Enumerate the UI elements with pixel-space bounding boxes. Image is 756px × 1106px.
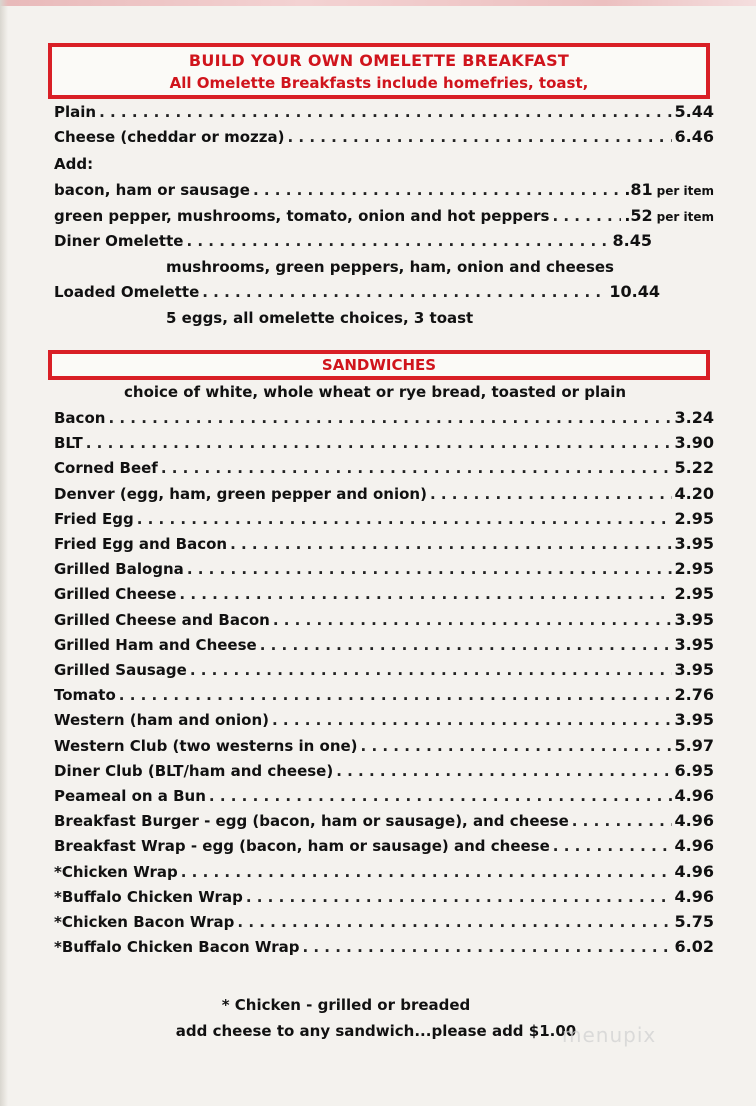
leader-dots xyxy=(572,809,672,833)
item-name: Western (ham and onion) xyxy=(54,711,269,730)
item-name: Denver (egg, ham, green pepper and onion) xyxy=(54,484,427,503)
add-label: Add: xyxy=(54,155,94,173)
item-name: bacon, ham or sausage xyxy=(54,181,250,199)
item-name: Fried Egg xyxy=(54,509,134,528)
menu-item-row xyxy=(54,860,714,884)
item-name: Fried Egg and Bacon xyxy=(54,535,228,553)
menu-addon-row xyxy=(54,178,714,202)
leader-dots xyxy=(86,431,672,455)
item-name: Grilled Sausage xyxy=(54,661,187,679)
menu-item-row xyxy=(54,582,714,606)
sandwiches-title: SANDWICHES xyxy=(321,356,437,374)
item-name: Loaded Omelette xyxy=(54,283,200,301)
item-price: 4.96 xyxy=(674,836,714,856)
menu-item-row xyxy=(54,482,714,506)
menu-item-row xyxy=(54,532,714,556)
leader-dots xyxy=(260,633,672,657)
item-name: Diner Omelette xyxy=(54,232,184,250)
leader-dots xyxy=(553,834,672,858)
item-name: Peameal on a Bun xyxy=(54,787,206,805)
item-name: Grilled Balogna xyxy=(54,560,184,579)
item-name: green pepper, mushrooms, tomato, onion and hot peppers xyxy=(54,207,550,225)
chicken-note: * Chicken - grilled or breaded xyxy=(221,996,471,1014)
menu-item-row xyxy=(54,935,714,959)
item-description: mushrooms, green peppers, ham, onion and cheeses xyxy=(166,258,614,276)
leader-dots xyxy=(99,100,671,124)
item-price: 3.95 xyxy=(674,710,714,730)
item-name: Grilled Cheese xyxy=(54,585,177,604)
leader-dots xyxy=(336,759,671,783)
item-price: 10.44 xyxy=(609,282,660,301)
leader-dots xyxy=(190,658,672,682)
sandwiches-subtitle: choice of white, whole wheat or rye bread, toasted or plain xyxy=(124,383,627,401)
item-price: .52 xyxy=(624,206,653,225)
menu-item-row xyxy=(54,784,714,808)
item-description: 5 eggs, all omelette choices, 3 toast xyxy=(166,309,474,327)
item-price: 2.95 xyxy=(674,584,714,604)
leader-dots xyxy=(230,532,671,556)
menu-item-row xyxy=(54,557,714,581)
item-price: 3.95 xyxy=(674,534,714,553)
leader-dots xyxy=(202,280,606,304)
item-name: Western Club (two westerns in one) xyxy=(54,736,358,755)
leader-dots xyxy=(181,860,672,884)
menu-item-row xyxy=(54,759,714,783)
menu-item-row xyxy=(54,683,714,707)
leader-dots xyxy=(361,734,672,758)
item-price: 2.95 xyxy=(674,508,714,528)
menu-item-row xyxy=(54,229,652,253)
item-price: 2.76 xyxy=(674,685,714,705)
item-name: BLT xyxy=(54,434,83,453)
item-price: 3.90 xyxy=(674,433,714,453)
item-name: Tomato xyxy=(54,686,116,705)
item-name: *Chicken Wrap xyxy=(54,862,178,881)
item-price: .81 xyxy=(624,180,653,199)
item-price: 6.02 xyxy=(674,937,714,957)
leader-dots xyxy=(237,910,671,934)
leader-dots xyxy=(108,406,671,430)
leader-dots xyxy=(186,229,609,253)
item-price: 5.97 xyxy=(674,735,714,755)
item-name: Cheese (cheddar or mozza) xyxy=(54,128,285,146)
menu-item-row xyxy=(54,125,714,149)
item-price: 5.75 xyxy=(674,912,714,931)
menu-item-row xyxy=(54,658,714,682)
menu-item-row xyxy=(54,834,714,858)
menu-item-row xyxy=(54,885,714,909)
leader-dots xyxy=(246,885,672,909)
menu-item-row xyxy=(54,456,714,480)
menu-item-row xyxy=(54,431,714,455)
leader-dots xyxy=(302,935,671,959)
item-name: Plain xyxy=(54,103,97,121)
menu-item-row xyxy=(54,100,714,124)
item-price: 3.95 xyxy=(674,660,714,679)
item-price: 4.20 xyxy=(674,483,714,503)
item-price: 6.95 xyxy=(674,760,714,780)
omelette-subtitle: All Omelette Breakfasts include homefries, toast, xyxy=(169,74,589,92)
leader-dots xyxy=(273,608,672,632)
leader-dots xyxy=(552,204,621,228)
leader-dots xyxy=(287,125,671,149)
item-price: 2.95 xyxy=(674,559,714,579)
sandwiches-banner xyxy=(48,350,710,380)
item-name: Corned Beef xyxy=(54,459,158,478)
page-edge-shadow xyxy=(0,0,8,1106)
item-name: *Chicken Bacon Wrap xyxy=(54,913,235,931)
menu-item-row xyxy=(54,507,714,531)
omelette-title: BUILD YOUR OWN OMELETTE BREAKFAST xyxy=(188,51,570,70)
menu-item-row xyxy=(54,280,660,304)
item-price: 4.96 xyxy=(674,786,714,805)
item-name: *Buffalo Chicken Bacon Wrap xyxy=(54,938,300,957)
menu-addon-row xyxy=(54,204,714,228)
per-item-label: per item xyxy=(656,184,714,198)
item-price: 5.22 xyxy=(674,458,714,478)
menu-item-row xyxy=(54,809,714,833)
item-name: Grilled Cheese and Bacon xyxy=(54,610,270,629)
item-price: 4.96 xyxy=(674,811,714,831)
item-price: 5.44 xyxy=(674,102,714,121)
item-name: Diner Club (BLT/ham and cheese) xyxy=(54,761,334,780)
item-name: *Buffalo Chicken Wrap xyxy=(54,887,243,906)
item-name: Breakfast Burger - egg (bacon, ham or sausage), and cheese xyxy=(54,812,569,831)
leader-dots xyxy=(272,708,672,732)
leader-dots xyxy=(209,784,672,808)
item-price: 8.45 xyxy=(612,231,652,250)
leader-dots xyxy=(119,683,672,707)
leader-dots xyxy=(161,456,672,480)
leader-dots xyxy=(253,178,621,202)
menu-item-row xyxy=(54,708,714,732)
watermark: menupix xyxy=(562,1023,657,1047)
menu-item-row xyxy=(54,406,714,430)
item-price: 6.46 xyxy=(674,127,714,146)
menu-item-row xyxy=(54,633,714,657)
menu-item-row xyxy=(54,910,714,934)
item-price: 3.95 xyxy=(674,609,714,629)
item-name: Bacon xyxy=(54,409,106,427)
leader-dots xyxy=(137,507,672,531)
item-price: 3.24 xyxy=(674,408,714,427)
item-price: 4.96 xyxy=(674,861,714,881)
omelette-banner xyxy=(48,43,710,99)
menu-item-row xyxy=(54,734,714,758)
item-name: Breakfast Wrap - egg (bacon, ham or sausage) and cheese xyxy=(54,837,550,856)
item-price: 4.96 xyxy=(674,886,714,906)
leader-dots xyxy=(430,482,672,506)
leader-dots xyxy=(187,557,672,581)
leader-dots xyxy=(179,582,671,606)
cheese-note: add cheese to any sandwich...please add $1.00 xyxy=(175,1022,577,1040)
item-price: 3.95 xyxy=(674,634,714,654)
per-item-label: per item xyxy=(656,210,714,224)
item-name: Grilled Ham and Cheese xyxy=(54,635,257,654)
top-edge-strip xyxy=(0,0,756,6)
menu-item-row xyxy=(54,608,714,632)
